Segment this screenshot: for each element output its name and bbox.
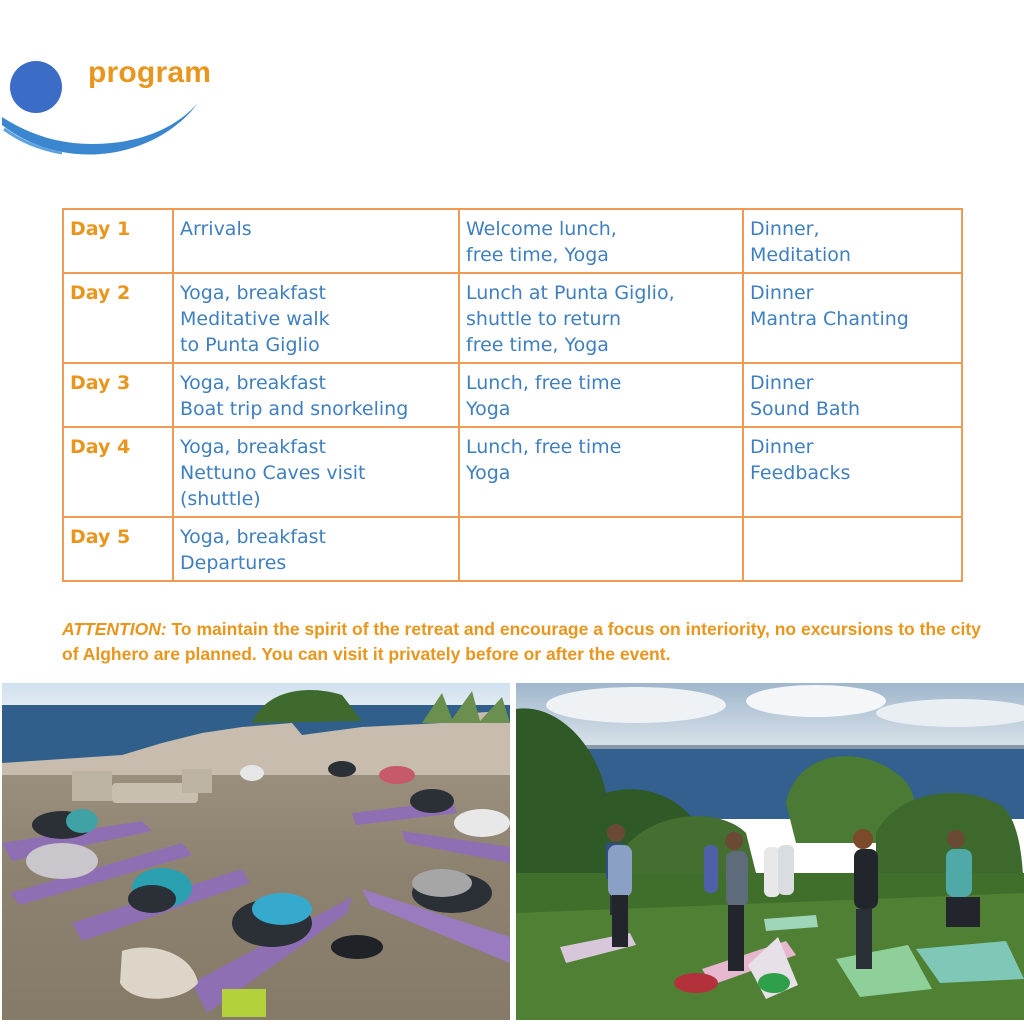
day-label: Day 1 [63,209,173,273]
program-table [62,208,963,582]
table-row [63,427,962,517]
afternoon-cell: Lunch at Punta Giglio, shuttle to return free time, Yoga [459,273,743,363]
afternoon-cell: Lunch, free time Yoga [459,363,743,427]
day-label: Day 4 [63,427,173,517]
page-title: program [88,56,212,89]
morning-cell: Yoga, breakfast Nettuno Caves visit (shuttle) [173,427,459,517]
table-row [63,209,962,273]
evening-cell: Dinner Sound Bath [743,363,962,427]
evening-cell [743,517,962,581]
afternoon-cell [459,517,743,581]
photo-garden-yoga [516,683,1024,1020]
morning-cell: Yoga, breakfast Departures [173,517,459,581]
morning-cell: Arrivals [173,209,459,273]
attention-text: To maintain the spirit of the retreat and encourage a focus on interiority, no excursions to the city of Alghero are planned. You can visit it privately before or after the event. [62,619,981,664]
morning-cell: Yoga, breakfast Boat trip and snorkeling [173,363,459,427]
day-label: Day 2 [63,273,173,363]
evening-cell: Dinner Mantra Chanting [743,273,962,363]
morning-cell: Yoga, breakfast Meditative walk to Punta Giglio [173,273,459,363]
afternoon-cell: Welcome lunch, free time, Yoga [459,209,743,273]
table-row [63,363,962,427]
day-label: Day 3 [63,363,173,427]
day-label: Day 5 [63,517,173,581]
table-row [63,273,962,363]
attention-label: ATTENTION: [62,619,167,639]
evening-cell: Dinner Feedbacks [743,427,962,517]
table-row [63,517,962,581]
photo-rock-terrace-yoga [2,683,510,1020]
evening-cell: Dinner, Meditation [743,209,962,273]
afternoon-cell: Lunch, free time Yoga [459,427,743,517]
attention-notice [62,617,982,667]
